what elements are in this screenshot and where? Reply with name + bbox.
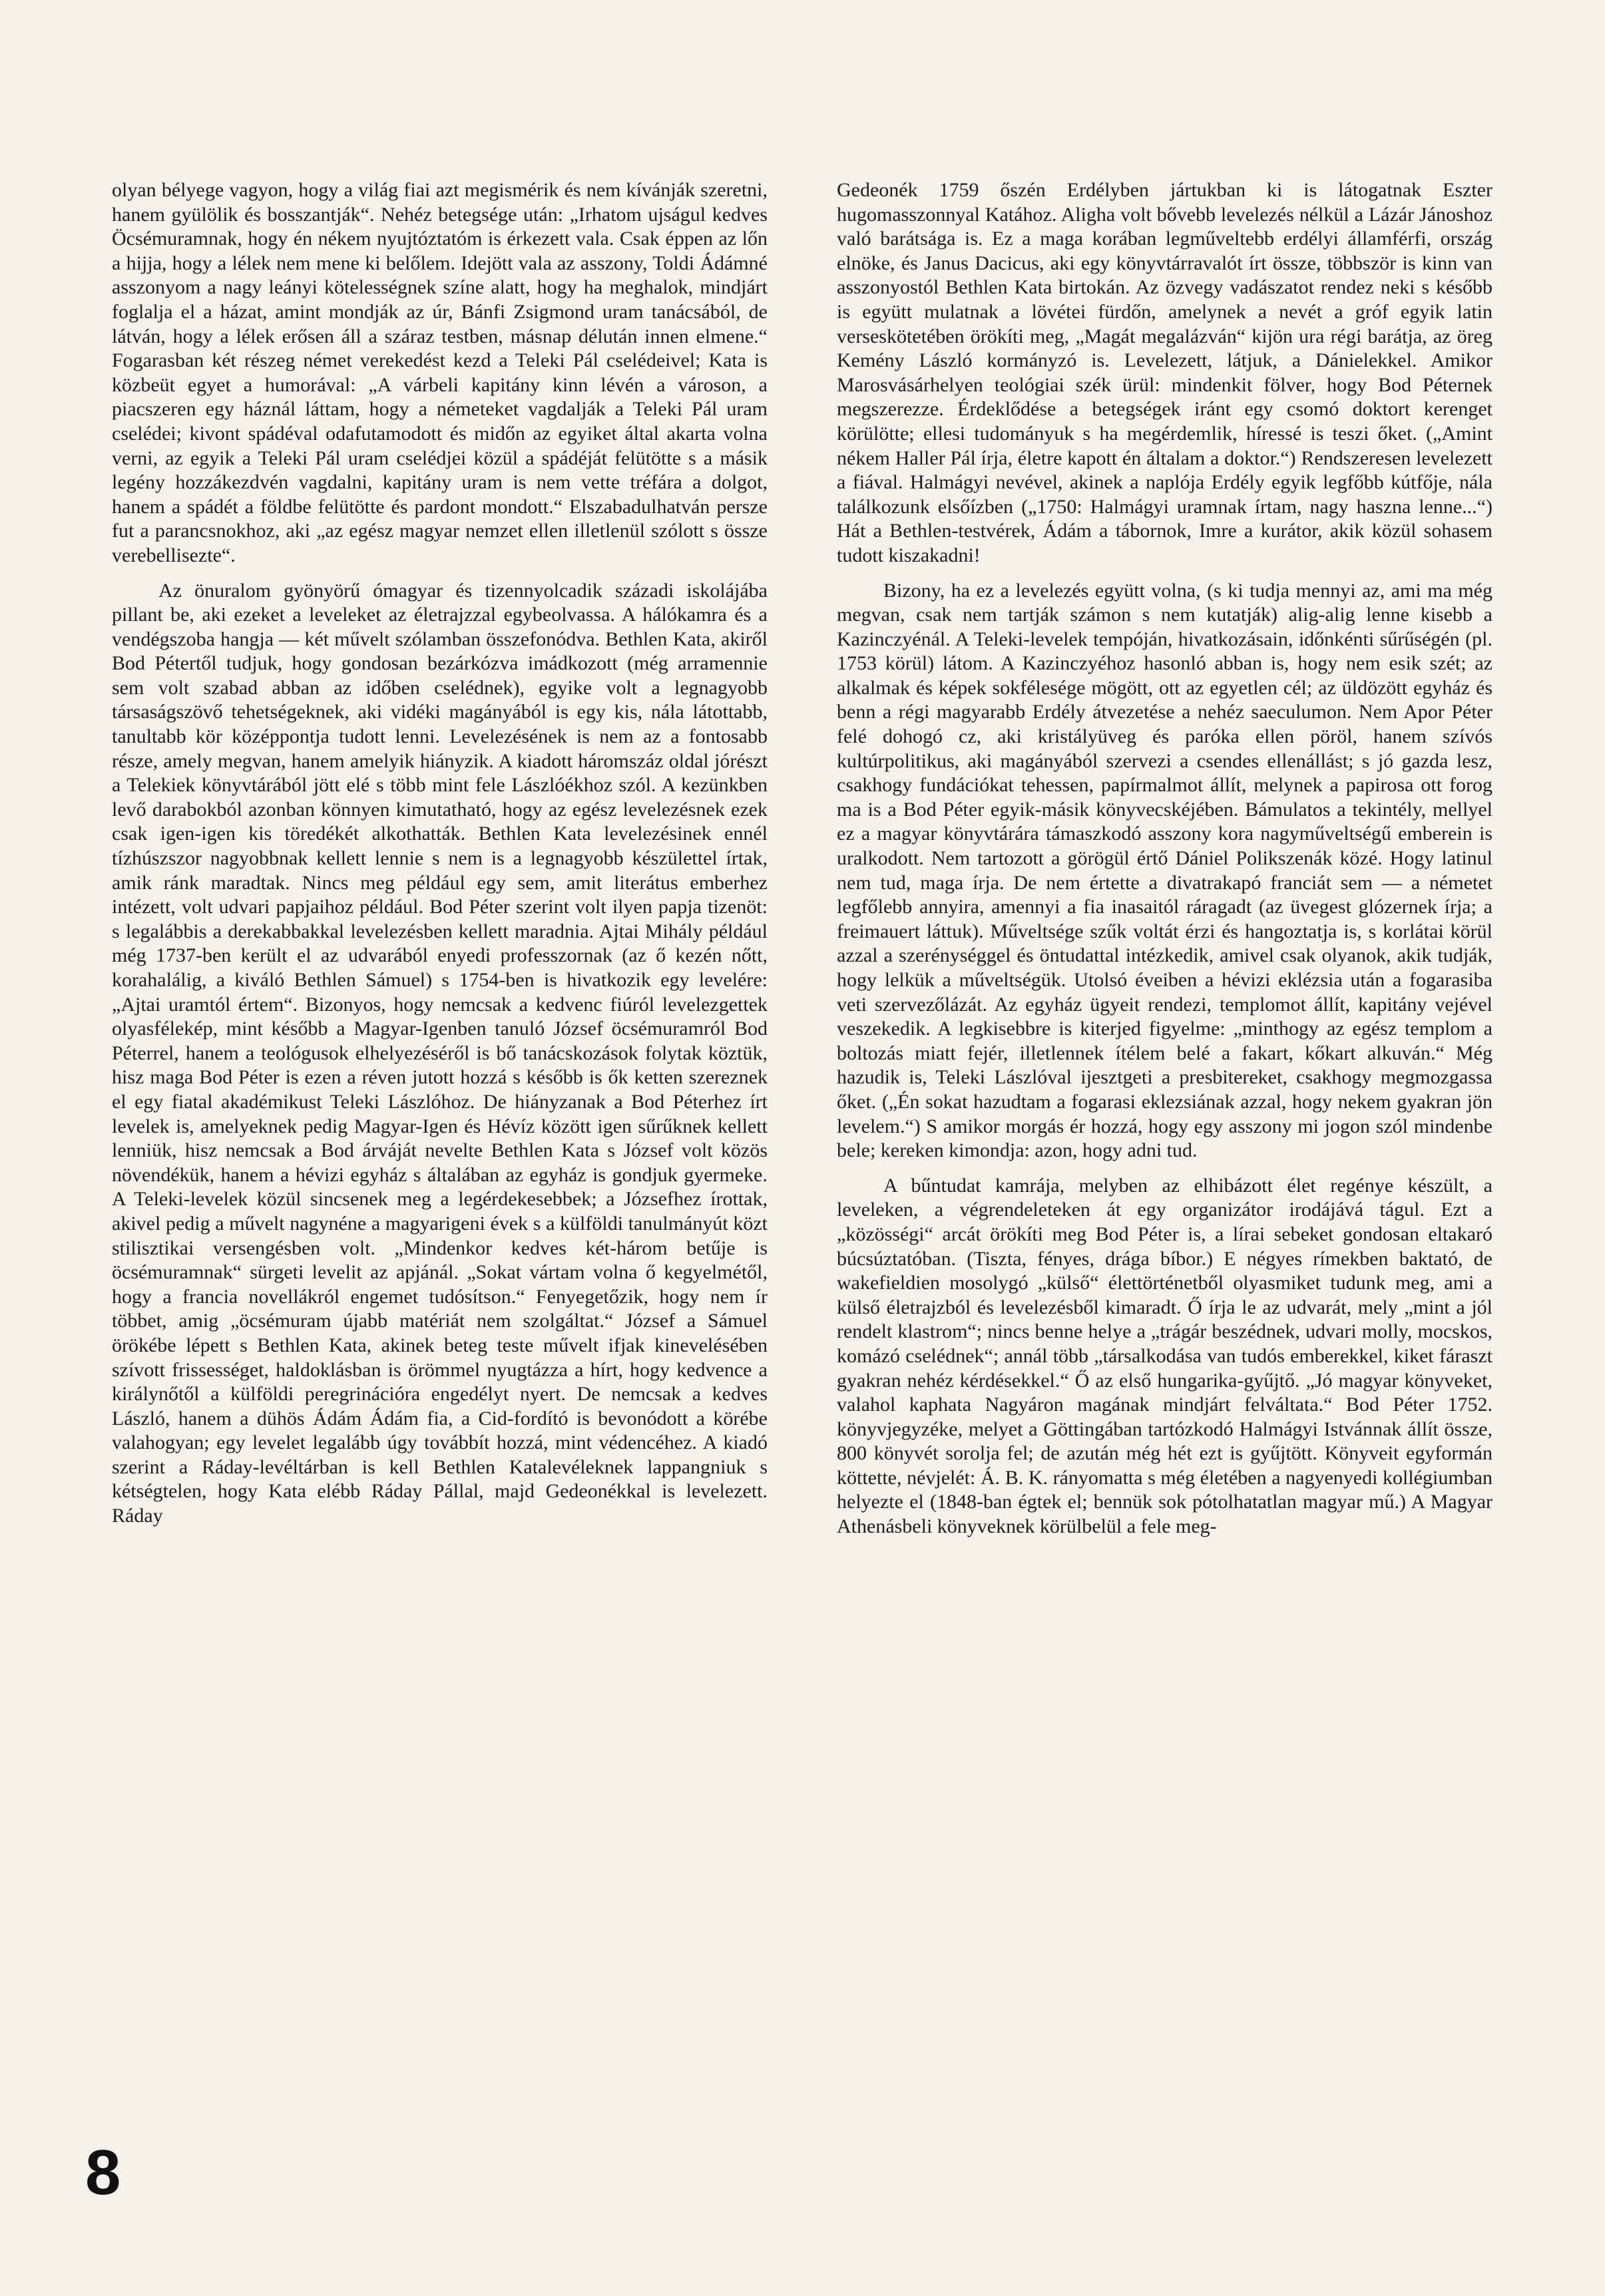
left-paragraph-1: olyan bélyege vagyon, hogy a világ fiai azt megismérik és nem kívánják szeretni, hanem gyülölik és bosszantják“. Nehéz betegsége után: „Irhatom ujságul kedves Öcsémuramnak, hogy én nékem nyujtóztatóm is érkezett vala. Csak éppen az lőn a hijja, hogy a lélek nem mene ki belőlem. Idejött vala az asszony, Toldi Ádámné asszonyom a nagy leányi kötelességnek színe alatt, hogy ha meghalok, mindjárt foglalja el a házat, amint mondják az úr, Bánfi Zsigmond uram tanácsából, de látván, hogy a lélek erősen áll a száraz testben, másnap délután innen elmene.“ Fogarasban két részeg német verekedést kezd a Teleki Pál cselédeivel; Kata is közbeüt egyet a humorával: „A várbeli kapitány kinn lévén a városon, a piacszeren egy háznál láttam, hogy a németeket vagdalják a Teleki Pál uram cselédei; kivont spádéval odafutamodott és midőn az egyiket által akarta volna verni, az egyik a Teleki Pál uram cselédjei közül a spádéját felütötte s a másik legény hozzákezdvén vagdalni, kapitány uram is nem vette tréfára a dolgot, hanem a spádét a földbe felütötte és pardont mondott.“ Elszabadulhatván persze fut a parancsnokhoz, aki „az egész magyar nemzet ellen illetlenül szólott s össze verebellisezte“. bbox=[112, 179, 768, 566]
page-number: 8 bbox=[85, 2137, 121, 2208]
right-paragraph-1: Gedeonék 1759 őszén Erdélyben jártukban ki is látogatnak Eszter hugomasszonnyal Katához. Aligha volt bővebb levelezés nélkül a Lázár Jánoshoz való barátsága is. Ez a maga korában legműveltebb erdélyi államférfi, ország elnöke, és Janus Dacicus, aki egy könyvtárravalót írt össze, többször is kinn van asszonyostól Bethlen Kata birtokán. Az özvegy vadászatot rendez neki s később is együtt mulatnak a lövétei fürdőn, amelynek a nevét a gróf egyik latin verseskötetében örökíti meg, „Magát megalázván“ kijön ura régi barátja, az öreg Kemény László kormányzó is. Levelezett, látjuk, a Dánielekkel. Amikor Marosvásárhelyen teológiai szék ürül: mindenkit fölver, hogy Bod Péternek megszerezze. Érdeklődése a betegségek iránt egy csomó doktort kerenget körülötte; ellesi tudományuk s ha megérdemlik, híressé is teszi őket. („Amint nékem Haller Pál írja, életre kapott én általam a doktor.“) Rendszeresen levelezett a fiával. Halmágyi nevével, akinek a naplója Erdély egyik legfőbb kútfője, nála találkozunk elsőízben („1750: Halmágyi uramnak írtam, nagy haszna lenne...“) Hát a Bethlen-testvérek, Ádám a tábornok, Imre a kurátor, akik közül sohasem tudott kiszakadni! bbox=[837, 179, 1492, 566]
right-paragraph-3: A bűntudat kamrája, melyben az elhibázott élet regénye készült, a leveleken, a végrendeleteken át egy organizátor irodájává tágul. Ezt a „közösségi“ arcát örökíti meg Bod Péter is, a lírai sebeket gondosan eltakaró búcsúztatóban. (Tiszta, fényes, drága bíbor.) E négyes rímekben baktató, de wakefieldien mosolygó „külső“ élettörténetből olyasmiket tudunk meg, ami a külső életrajzból és levelezésből kimaradt. Ő írja le az udvarát, mely „mint a jól rendelt klastrom“; nincs benne helye a „trágár beszédnek, udvari molly, mocskos, komázó cselédnek“; annál több „társalkodása van tudós emberekkel, kiket fáraszt gyakran nehéz kérdésekkel.“ Ő az első hungarika-gyűjtő. „Jó magyar könyveket, valahol kaphata Nagyáron magának mindjárt felváltata.“ Bod Péter 1752. könyvjegyzéke, melyet a Göttingában tartózkodó Halmágyi Istvánnak állít össze, 800 könyvét sorolja fel; de azután még hét ezt is gyűjtött. Könyveit egyformán köttette, névjelét: Á. B. K. rányomatta s még életében a nagyenyedi kollégiumban helyezte el (1848-ban égtek el; bennük sok pótolhatatlan magyar mű.) A Magyar Athenásbeli könyveknek körülbelül a fele meg- bbox=[837, 1174, 1492, 1538]
left-paragraph-2: Az önuralom gyönyörű ómagyar és tizennyolcadik századi iskolájába pillant be, aki ezeket a leveleket az életrajzzal egybeolvassa. A hálókamra és a vendégszoba hangja — két művelt szólamban összefonódva. Bethlen Kata, akiről Bod Pétertől tudjuk, hogy gondosan bezárkózva imádkozott (még arramennie sem volt szabad abban az időben cselédnek), egyike volt a legnagyobb társaságszövő tehetségeknek, aki vidéki magányából is egy kis, nála látottabb, tanultabb kör középpontja tudott lenni. Levelezésének is nem az a fontosabb része, amely megvan, hanem amelyik hiányzik. A kiadott háromszáz oldal jórészt a Telekiek könyvtárából jött elé s több mint fele Lászlóékhoz szól. A kezünkben levő darabokból azonban könnyen kimutatható, hogy az egész levelezésnek ezek csak igen-igen kis töredékét alkothatták. Bethlen Kata levelezésinek ennél tízhúszszor nagyobbnak kellett lennie s nem is a legnagyobb készülettel írtak, amik ránk maradtak. Nincs meg például egy sem, amit literátus emberhez intézett, volt udvari papjaihoz például. Bod Péter szerint volt ilyen papja tizenöt: s legalábbis a derekabbakkal levelezésben kellett maradnia. Ajtai Mihály például még 1737-ben került el az udvarából enyedi professzornak (az ő kezén nőtt, korahalálig, a kiváló Bethlen Sámuel) s 1754-ben is hivatkozik egy levelére: „Ajtai uramtól értem“. Bizonyos, hogy nemcsak a kedvenc fiúról levelezgettek olyasfélekép, mint később a Magyar-Igenben tanuló József öcsémuramról Bod Péterrel, hanem a teológusok elhelyezéséről is bő tanácskozások folytak köztük, hisz maga Bod Péter is ezen a réven jutott hozzá s később is ők ketten szereznek el egy fiatal akadémikust Teleki Lászlóhoz. De hiányzanak a Bod Péterhez írt levelek is, amelyeknek pedig Magyar-Igen és Hévíz között igen sűrűknek kellett lenniük, hisz nemcsak a Bod árváját nevelte Bethlen Kata s József volt közös növendékük, hanem a hévizi egyház s általában az egyház is gondjuk gyermeke. A Teleki-levelek közül sincsenek meg a legérdekesebbek; a Józsefhez írottak, akivel pedig a művelt nagynéne a magyarigeni évek s a külföldi tanulmányút közt stilisztikai versengésben volt. „Mindenkor kedves két-három betűje is öcsémuramnak“ sürgeti levelit az apjánál. „Sokat vártam volna ő kegyelmétől, hogy a francia novellákról engemet tudósítson.“ Fenyegetőzik, hogy nem ír többet, amig „öcsémuram újabb matériát nem szolgáltat.“ József a Sámuel örökébe lépett s Bethlen Kata, akinek beteg teste művelt ifjak kinevelésében szívott frissességet, haldoklásban is örömmel nyugtázza a hírt, hogy kedvence a királynőtől a külföldi peregrinációra engedélyt nyert. De nemcsak a kedves László, hanem a dühös Ádám Ádám fia, a Cid-fordító is bevonódott a körébe valahogyan; egy levelet legalább úgy továbbít hozzá, mint védencéhez. A kiadó szerint a Ráday-levéltárban is kell Bethlen Katalevéleknek lappangniuk s kétségtelen, hogy Kata elébb Ráday Pállal, majd Gedeonékkal is levelezett. Ráday bbox=[112, 579, 768, 1527]
right-text-column bbox=[837, 178, 1492, 1539]
left-text-column bbox=[112, 178, 768, 1529]
right-paragraph-2: Bizony, ha ez a levelezés együtt volna, (s ki tudja mennyi az, ami ma még megvan, csak nem tartják számon s nem kutatják) alig-alig lenne kisebb a Kazinczyénál. A Teleki-levelek tempóján, hivatkozásain, időnkénti sűrűségén (pl. 1753 körül) látom. A Kazinczyéhoz hasonló abban is, hogy nem esik szét; az alkalmak és képek sokfélesége mögött, ott az egyetlen cél; az üldözött egyház és benn a régi magyarabb Erdély átvezetése a nehéz saeculumon. Nem Apor Péter felé dohogó cz, aki kristályüveg és paróka ellen pöröl, hanem szívós kultúrpolitikus, aki magányából szervezi a csendes ellenállást; s jó gazda lesz, csakhogy fundációkat tehessen, papírmalmot állít, melynek a papirosa ott forog ma is a Bod Péter egyik-másik könyvecskéjében. Bámulatos a tekintély, mellyel ez a magyar könyvtárára támaszkodó asszony kora nagyműveltségű emberein is uralkodott. Nem tartozott a görögül értő Dániel Polikszenák közé. Hogy latinul nem tud, maga írja. De nem értette a divatrakapó franciát sem — a németet legfőlebb annyira, amennyi a fia inasaitól ráragadt (az üvegest glózernek írja; a freimauert láttuk). Műveltsége szűk voltát érzi és hangoztatja is, s korlátai körül azzal a szerénységgel és öntudattal intézkedik, amivel csak olyanok, akik tudják, hogy lelkük a műveltségük. Utolsó éveiben a hévizi eklézsia után a fogarasiba veti szervezőlázát. Az egyház ügyeit rendezi, templomot állít, kapitány vejével veszekedik. A legkisebbre is kiterjed figyelme: „minthogy az egész templom a boltozás miatt fejér, illetlennek ítélem belé a fakart, kőkart alkuván.“ Még hazudik is, Teleki Lászlóval ijesztgeti a presbitereket, csakhogy megmozgassa őket. („Én sokat hazudtam a fogarasi eklezsiának azzal, hogy nekem gyakran jön levelem.“) S amikor morgás ér hozzá, hogy egy asszony mi jogon szól mindenbe bele; kereken kimondja: azon, hogy adni tud. bbox=[837, 579, 1492, 1162]
